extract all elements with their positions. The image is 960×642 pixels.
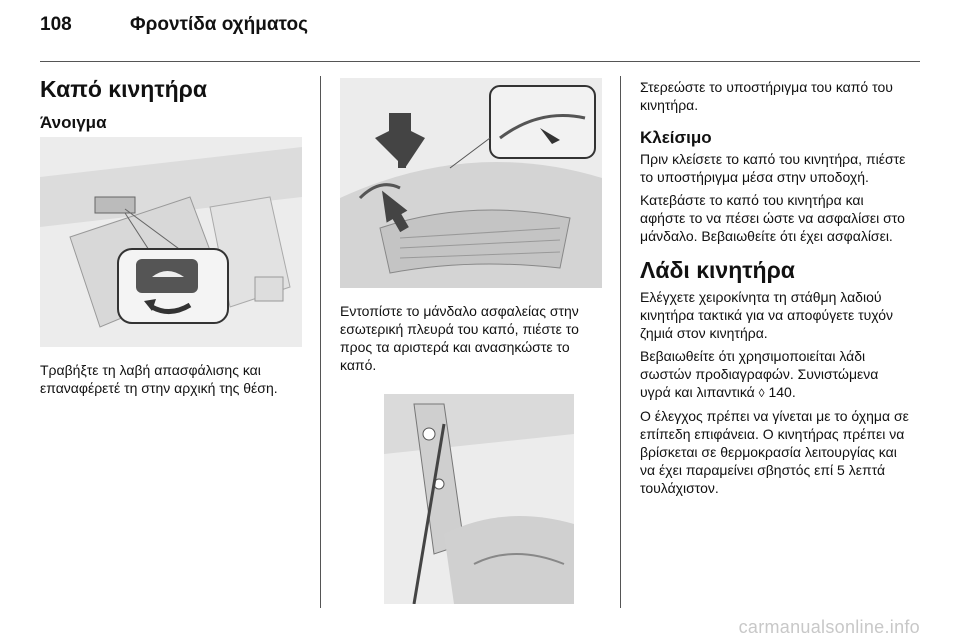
subsection-title-close: Κλείσιμο: [640, 128, 712, 147]
para-open-3: Στερεώστε το υποστήριγμα του καπό του κινητήρα.: [640, 79, 893, 113]
para-open-2: Εντοπίστε το μάνδαλο ασφαλείας στην εσωτερική πλευρά του καπό, πιέστε το προς τα αριστερά και ανασηκώστε το καπό.: [340, 303, 579, 373]
watermark: carmanualsonline.info: [738, 617, 920, 637]
subsection-title-open: Άνοιγμα: [40, 113, 107, 132]
para-oil-2: [640, 347, 910, 402]
hood-release-handle-illustration: [40, 137, 302, 347]
column-2: [340, 70, 602, 604]
para-oil-2-text: Βεβαιωθείτε ότι χρησιμοποιείται λάδι σωστών προδιαγραφών. Συνιστώμενα υγρά και λιπαντικά: [640, 348, 879, 400]
page-number: 108: [40, 14, 72, 35]
page-header: [40, 14, 920, 48]
column-divider-1: [320, 76, 321, 608]
para-oil-1: Ελέγχετε χειροκίνητα τη στάθμη λαδιού κινητήρα τακτικά για να αποφύγετε τυχόν ζημιά στον κινητήρα.: [640, 289, 894, 341]
column-divider-2: [620, 76, 621, 608]
chapter-title: Φροντίδα οχήματος: [130, 14, 308, 35]
page-reference-icon: ◊: [758, 386, 765, 400]
hood-support-rod-illustration: [384, 394, 574, 604]
para-close-1: Πριν κλείσετε το καπό του κινητήρα, πιέστε το υποστήριγμα μέσα στην υποδοχή.: [640, 151, 906, 185]
column-1: [40, 70, 302, 402]
column-3: [640, 78, 910, 502]
section-title-engine-oil: Λάδι κινητήρα: [640, 257, 795, 283]
page-reference-link[interactable]: 140.: [768, 384, 796, 400]
section-title-hood: Καπό κινητήρα: [40, 76, 208, 102]
hood-safety-catch-illustration: [340, 78, 602, 288]
para-open-1: Τραβήξτε τη λαβή απασφάλισης και επαναφέρετέ τη στην αρχική της θέση.: [40, 362, 278, 396]
para-close-2: Κατεβάστε το καπό του κινητήρα και αφήστε το να πέσει ώστε να ασφαλίσει στο μάνδαλο. Βεβαιωθείτε ότι έχει ασφαλίσει.: [640, 192, 905, 244]
para-oil-3: Ο έλεγχος πρέπει να γίνεται με το όχημα σε επίπεδη επιφάνεια. Ο κινητήρας πρέπει να βρίσκεται σε θερμοκρασία λειτουργίας και να έχει παραμείνει σβηστός επί 5 λεπτά τουλάχιστον.: [640, 408, 909, 496]
header-divider: [40, 61, 920, 62]
